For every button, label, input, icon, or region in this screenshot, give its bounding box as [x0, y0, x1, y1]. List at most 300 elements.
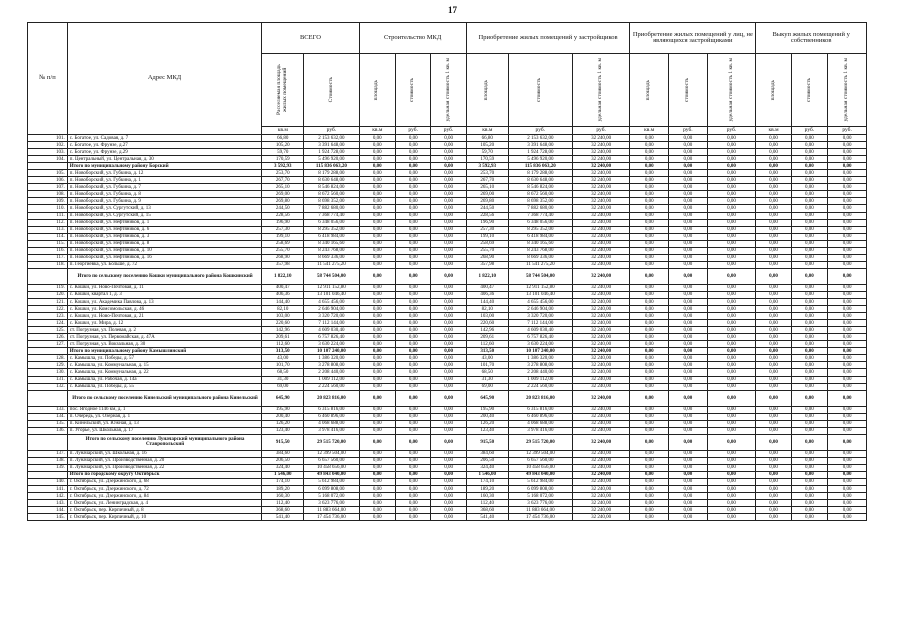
construction-cost: 0,00: [396, 226, 431, 233]
unit-header: кв.м: [359, 127, 395, 135]
sub-header: [431, 54, 466, 127]
developer-unit-cost: 32 240,00: [572, 464, 630, 471]
buyout-cost: 0,00: [791, 306, 827, 313]
nondeveloper-cost: 0,00: [669, 486, 708, 493]
row-area: 101,70: [262, 362, 304, 369]
buyout-area: 0,00: [756, 163, 791, 170]
buyout-unit-cost: 0,00: [828, 177, 867, 184]
nondeveloper-unit-cost: 0,00: [707, 177, 756, 184]
construction-cost: 0,00: [396, 334, 431, 341]
developer-area: 313,50: [466, 348, 508, 355]
group-header-nondeveloper-purchase: Приобретение жилых помещений у лиц, не являющихся застройщиками: [630, 23, 756, 54]
unit-header: руб.: [304, 127, 359, 135]
construction-cost: 0,00: [396, 464, 431, 471]
unit-header: руб.: [396, 127, 431, 135]
construction-cost: 0,00: [396, 198, 431, 205]
buyout-area: 0,00: [756, 383, 791, 390]
row-cost: 7 882 680,00: [304, 205, 359, 212]
construction-unit-cost: 0,00: [431, 383, 466, 390]
row-address: п. Новоборский, ул. Губкина, д. 12: [67, 170, 262, 177]
buyout-area: 0,00: [756, 413, 791, 420]
buyout-cost: 0,00: [791, 212, 827, 219]
row-number: 101.: [28, 135, 68, 142]
developer-area: 268,90: [466, 254, 508, 261]
nondeveloper-cost: 0,00: [669, 457, 708, 464]
buyout-area: 0,00: [756, 284, 791, 291]
construction-area: 0,00: [359, 261, 395, 268]
nondeveloper-unit-cost: 0,00: [707, 478, 756, 485]
developer-cost: 1 386 320,00: [508, 355, 572, 362]
construction-area: 0,00: [359, 478, 395, 485]
developer-cost: 10 107 240,00: [508, 348, 572, 355]
row-cost: 6 460 896,00: [304, 413, 359, 420]
construction-cost: 0,00: [396, 486, 431, 493]
construction-area: 0,00: [359, 219, 395, 226]
row-address: п. Луначарский, ул. Школьная, д. 16: [67, 450, 262, 457]
row-area: 174,10: [262, 478, 304, 485]
buyout-area: 0,00: [756, 500, 791, 507]
page-number: 17: [448, 5, 457, 15]
developer-unit-cost: 32 240,00: [572, 376, 630, 383]
row-area: 160,30: [262, 493, 304, 500]
table-row: [28, 284, 867, 291]
table-row: [28, 240, 867, 247]
row-cost: 8 672 560,00: [304, 191, 359, 198]
table-row: [28, 135, 867, 142]
nondeveloper-area: 0,00: [630, 291, 669, 298]
developer-area: 258,69: [466, 240, 508, 247]
developer-unit-cost: 32 240,00: [572, 247, 630, 254]
construction-cost: 0,00: [396, 413, 431, 420]
nondeveloper-area: 0,00: [630, 327, 669, 334]
nondeveloper-area: 0,00: [630, 184, 669, 191]
row-number: 121.: [28, 298, 68, 305]
table-row: [28, 261, 867, 268]
nondeveloper-unit-cost: 0,00: [707, 327, 756, 334]
developer-area: 384,60: [466, 450, 508, 457]
nondeveloper-unit-cost: 0,00: [707, 142, 756, 149]
nondeveloper-area: 0,00: [630, 233, 669, 240]
developer-unit-cost: 32 240,00: [572, 355, 630, 362]
buyout-unit-cost: 0,00: [828, 390, 867, 406]
construction-area: 0,00: [359, 268, 395, 284]
sub-header-text: стоимость: [536, 77, 543, 103]
row-area: 645,90: [262, 390, 304, 406]
row-number: 142.: [28, 493, 68, 500]
developer-area: 189,20: [466, 486, 508, 493]
row-address: п. Новоборский, ул. Сургутский, д. 13: [67, 205, 262, 212]
construction-unit-cost: 0,00: [431, 413, 466, 420]
construction-unit-cost: 0,00: [431, 427, 466, 434]
construction-cost: 0,00: [396, 390, 431, 406]
row-cost: 8 295 352,00: [304, 226, 359, 233]
row-cost: 2 208 440,00: [304, 369, 359, 376]
row-address: Итого по сельскому поселению Кинельский муниципального района Кинельский: [67, 390, 262, 406]
construction-unit-cost: 0,00: [431, 471, 466, 478]
developer-unit-cost: 32 240,00: [572, 135, 630, 142]
nondeveloper-cost: 0,00: [669, 142, 708, 149]
buyout-area: 0,00: [756, 362, 791, 369]
sub-header-text: площадь: [645, 79, 652, 101]
buyout-cost: 0,00: [791, 291, 827, 298]
row-area: 406,36: [262, 291, 304, 298]
nondeveloper-area: 0,00: [630, 369, 669, 376]
table-row: [28, 362, 867, 369]
row-area: 265,10: [262, 184, 304, 191]
nondeveloper-unit-cost: 0,00: [707, 507, 756, 514]
row-area: 220,60: [262, 320, 304, 327]
nondeveloper-unit-cost: 0,00: [707, 427, 756, 434]
buyout-unit-cost: 0,00: [828, 486, 867, 493]
nondeveloper-cost: 0,00: [669, 240, 708, 247]
buyout-area: 0,00: [756, 376, 791, 383]
developer-unit-cost: 32 240,00: [572, 369, 630, 376]
row-address: п. Новоборский, ул. Губкина, д. 7: [67, 184, 262, 191]
developer-cost: 4 655 456,00: [508, 298, 572, 305]
developer-area: 144,40: [466, 298, 508, 305]
nondeveloper-unit-cost: 0,00: [707, 320, 756, 327]
row-cost: 8 340 165,60: [304, 240, 359, 247]
developer-unit-cost: 32 240,00: [572, 334, 630, 341]
buyout-unit-cost: 0,00: [828, 471, 867, 478]
nondeveloper-cost: 0,00: [669, 362, 708, 369]
row-area: 199,10: [262, 233, 304, 240]
nondeveloper-unit-cost: 0,00: [707, 355, 756, 362]
construction-cost: 0,00: [396, 514, 431, 521]
nondeveloper-unit-cost: 0,00: [707, 156, 756, 163]
buyout-cost: 0,00: [791, 514, 827, 521]
nondeveloper-cost: 0,00: [669, 306, 708, 313]
row-area: 189,20: [262, 486, 304, 493]
row-cost: 4 609 030,40: [304, 327, 359, 334]
developer-cost: 1 924 728,00: [508, 149, 572, 156]
developer-cost: 20 823 816,00: [508, 390, 572, 406]
row-area: 313,50: [262, 348, 304, 355]
row-cost: 5 496 920,00: [304, 156, 359, 163]
construction-area: 0,00: [359, 406, 395, 413]
row-area: 267,70: [262, 177, 304, 184]
construction-area: 0,00: [359, 369, 395, 376]
construction-cost: 0,00: [396, 369, 431, 376]
nondeveloper-area: 0,00: [630, 413, 669, 420]
developer-area: 541,40: [466, 514, 508, 521]
buyout-unit-cost: 0,00: [828, 334, 867, 341]
nondeveloper-cost: 0,00: [669, 355, 708, 362]
row-area: 195,90: [262, 406, 304, 413]
nondeveloper-unit-cost: 0,00: [707, 254, 756, 261]
table-row: [28, 420, 867, 427]
developer-cost: 8 698 352,00: [508, 198, 572, 205]
developer-area: 206,50: [466, 457, 508, 464]
buyout-area: 0,00: [756, 341, 791, 348]
row-area: 206,50: [262, 457, 304, 464]
developer-area: 174,10: [466, 478, 508, 485]
nondeveloper-unit-cost: 0,00: [707, 226, 756, 233]
table-row: [28, 205, 867, 212]
construction-cost: 0,00: [396, 240, 431, 247]
buyout-area: 0,00: [756, 306, 791, 313]
construction-area: 0,00: [359, 149, 395, 156]
construction-cost: 0,00: [396, 427, 431, 434]
developer-unit-cost: 32 240,00: [572, 205, 630, 212]
table-row: [28, 369, 867, 376]
row-area: 123,40: [262, 427, 304, 434]
table-row: [28, 254, 867, 261]
nondeveloper-cost: 0,00: [669, 320, 708, 327]
subtotal-row: [28, 471, 867, 478]
construction-area: 0,00: [359, 362, 395, 369]
construction-area: 0,00: [359, 507, 395, 514]
buyout-unit-cost: 0,00: [828, 420, 867, 427]
row-number: 144.: [28, 507, 68, 514]
buyout-unit-cost: 0,00: [828, 226, 867, 233]
nondeveloper-cost: 0,00: [669, 198, 708, 205]
row-area: 357,98: [262, 261, 304, 268]
sub-header: [630, 54, 669, 127]
row-cost: 12 911 152,80: [304, 284, 359, 291]
nondeveloper-unit-cost: 0,00: [707, 233, 756, 240]
nondeveloper-area: 0,00: [630, 427, 669, 434]
unit-header: руб.: [508, 127, 572, 135]
developer-cost: 6 460 896,00: [508, 413, 572, 420]
developer-unit-cost: 32 240,00: [572, 149, 630, 156]
developer-cost: 8 179 288,00: [508, 170, 572, 177]
row-area: 269,00: [262, 191, 304, 198]
row-number: 119.: [28, 284, 68, 291]
construction-cost: 0,00: [396, 434, 431, 450]
developer-unit-cost: 32 240,00: [572, 420, 630, 427]
row-area: 915,50: [262, 434, 304, 450]
developer-cost: 3 630 224,00: [508, 341, 572, 348]
construction-area: 0,00: [359, 427, 395, 434]
construction-area: 0,00: [359, 457, 395, 464]
row-address: п. Георгиевка, ул. Больше, д. 72: [67, 261, 262, 268]
nondeveloper-cost: 0,00: [669, 413, 708, 420]
construction-area: 0,00: [359, 205, 395, 212]
construction-area: 0,00: [359, 177, 395, 184]
buyout-unit-cost: 0,00: [828, 191, 867, 198]
nondeveloper-cost: 0,00: [669, 493, 708, 500]
row-cost: 3 978 416,00: [304, 427, 359, 434]
buyout-area: 0,00: [756, 327, 791, 334]
row-address: г. Октябрьск, пер. Кирпичный, д. 10: [67, 514, 262, 521]
sub-header: [396, 54, 431, 127]
sub-header-text: стоимость: [805, 77, 812, 103]
row-cost: 8 546 824,00: [304, 184, 359, 191]
construction-cost: 0,00: [396, 254, 431, 261]
developer-area: 228,56: [466, 212, 508, 219]
developer-unit-cost: 32 240,00: [572, 268, 630, 284]
construction-unit-cost: 0,00: [431, 500, 466, 507]
resettlement-table: [27, 22, 867, 521]
row-number: 124.: [28, 320, 68, 327]
developer-cost: 6 348 056,00: [508, 219, 572, 226]
buyout-cost: 0,00: [791, 327, 827, 334]
developer-unit-cost: 32 240,00: [572, 471, 630, 478]
row-address: с. Кошки, ул. Ново-Почтовая, д. 11: [67, 284, 262, 291]
developer-area: 269,00: [466, 191, 508, 198]
sub-header: [572, 54, 630, 127]
row-number: 120.: [28, 291, 68, 298]
sub-header-text: площадь: [373, 79, 380, 101]
nondeveloper-cost: 0,00: [669, 170, 708, 177]
developer-unit-cost: 32 240,00: [572, 156, 630, 163]
construction-cost: 0,00: [396, 327, 431, 334]
table-row: [28, 493, 867, 500]
buyout-area: 0,00: [756, 464, 791, 471]
nondeveloper-area: 0,00: [630, 334, 669, 341]
construction-cost: 0,00: [396, 362, 431, 369]
construction-area: 0,00: [359, 327, 395, 334]
buyout-area: 0,00: [756, 177, 791, 184]
buyout-area: 0,00: [756, 205, 791, 212]
construction-unit-cost: 0,00: [431, 486, 466, 493]
construction-cost: 0,00: [396, 142, 431, 149]
nondeveloper-area: 0,00: [630, 247, 669, 254]
row-area: 66,80: [262, 135, 304, 142]
construction-area: 0,00: [359, 471, 395, 478]
row-area: 196,90: [262, 219, 304, 226]
row-address: ст. Погрузная, ул. Первомайская, д. 47А: [67, 334, 262, 341]
developer-cost: 3 978 416,00: [508, 427, 572, 434]
buyout-cost: 0,00: [791, 298, 827, 305]
developer-area: 368,60: [466, 507, 508, 514]
row-number: 104.: [28, 156, 68, 163]
buyout-unit-cost: 0,00: [828, 205, 867, 212]
row-number: [28, 268, 68, 284]
row-cost: 4 655 456,00: [304, 298, 359, 305]
construction-area: 0,00: [359, 298, 395, 305]
construction-cost: 0,00: [396, 493, 431, 500]
nondeveloper-area: 0,00: [630, 341, 669, 348]
buyout-unit-cost: 0,00: [828, 413, 867, 420]
construction-unit-cost: 0,00: [431, 298, 466, 305]
row-cost: 17 454 736,00: [304, 514, 359, 521]
nondeveloper-unit-cost: 0,00: [707, 268, 756, 284]
table-row: [28, 306, 867, 313]
sub-header: [756, 54, 791, 127]
developer-unit-cost: 32 240,00: [572, 413, 630, 420]
construction-cost: 0,00: [396, 306, 431, 313]
construction-area: 0,00: [359, 313, 395, 320]
nondeveloper-cost: 0,00: [669, 500, 708, 507]
buyout-area: 0,00: [756, 254, 791, 261]
nondeveloper-area: 0,00: [630, 376, 669, 383]
developer-area: 126,20: [466, 420, 508, 427]
row-area: 228,56: [262, 212, 304, 219]
table-row: [28, 219, 867, 226]
developer-cost: 8 340 165,60: [508, 240, 572, 247]
buyout-cost: 0,00: [791, 493, 827, 500]
unit-header: кв.м: [756, 127, 791, 135]
row-number: [28, 348, 68, 355]
construction-cost: 0,00: [396, 170, 431, 177]
nondeveloper-area: 0,00: [630, 135, 669, 142]
buyout-cost: 0,00: [791, 341, 827, 348]
row-number: 140.: [28, 478, 68, 485]
row-area: 400,47: [262, 284, 304, 291]
nondeveloper-area: 0,00: [630, 142, 669, 149]
developer-cost: 8 295 352,00: [508, 226, 572, 233]
nondeveloper-area: 0,00: [630, 383, 669, 390]
row-address: Итого по сельскому поселению Луначарский муниципального района Ставропольский: [67, 434, 262, 450]
table-row: [28, 198, 867, 205]
buyout-unit-cost: 0,00: [828, 507, 867, 514]
row-cost: 10 107 240,00: [304, 348, 359, 355]
construction-unit-cost: 0,00: [431, 284, 466, 291]
row-cost: 20 823 816,00: [304, 390, 359, 406]
row-number: [28, 390, 68, 406]
construction-cost: 0,00: [396, 457, 431, 464]
table-row: [28, 500, 867, 507]
developer-cost: 6 757 826,40: [508, 334, 572, 341]
row-cost: 49 843 040,00: [304, 471, 359, 478]
nondeveloper-area: 0,00: [630, 493, 669, 500]
row-area: 1 822,10: [262, 268, 304, 284]
nondeveloper-unit-cost: 0,00: [707, 457, 756, 464]
buyout-unit-cost: 0,00: [828, 464, 867, 471]
nondeveloper-unit-cost: 0,00: [707, 486, 756, 493]
buyout-cost: 0,00: [791, 135, 827, 142]
row-cost: 6 099 808,00: [304, 486, 359, 493]
row-address: п. Новоборский, ул. Нефтяников, д. 3: [67, 233, 262, 240]
developer-area: 82,10: [466, 306, 508, 313]
buyout-cost: 0,00: [791, 355, 827, 362]
table-row: [28, 142, 867, 149]
developer-area: 68,50: [466, 369, 508, 376]
nondeveloper-cost: 0,00: [669, 427, 708, 434]
row-area: 268,90: [262, 254, 304, 261]
construction-cost: 0,00: [396, 219, 431, 226]
buyout-area: 0,00: [756, 478, 791, 485]
buyout-cost: 0,00: [791, 268, 827, 284]
developer-cost: 8 672 560,00: [508, 191, 572, 198]
developer-cost: 7 112 144,00: [508, 320, 572, 327]
row-number: 116.: [28, 247, 68, 254]
construction-area: 0,00: [359, 191, 395, 198]
nondeveloper-area: 0,00: [630, 191, 669, 198]
nondeveloper-unit-cost: 0,00: [707, 240, 756, 247]
nondeveloper-area: 0,00: [630, 457, 669, 464]
buyout-cost: 0,00: [791, 163, 827, 170]
construction-unit-cost: 0,00: [431, 149, 466, 156]
construction-unit-cost: 0,00: [431, 341, 466, 348]
construction-unit-cost: 0,00: [431, 348, 466, 355]
buyout-cost: 0,00: [791, 233, 827, 240]
construction-unit-cost: 0,00: [431, 376, 466, 383]
developer-cost: 10 458 656,00: [508, 464, 572, 471]
buyout-unit-cost: 0,00: [828, 313, 867, 320]
developer-cost: 11 541 275,20: [508, 261, 572, 268]
developer-cost: 3 391 648,00: [508, 142, 572, 149]
construction-unit-cost: 0,00: [431, 205, 466, 212]
developer-area: 269,80: [466, 198, 508, 205]
nondeveloper-area: 0,00: [630, 471, 669, 478]
developer-cost: 58 744 504,00: [508, 268, 572, 284]
construction-unit-cost: 0,00: [431, 306, 466, 313]
buyout-unit-cost: 0,00: [828, 156, 867, 163]
buyout-cost: 0,00: [791, 198, 827, 205]
row-cost: 2 646 904,00: [304, 306, 359, 313]
row-number: [28, 471, 68, 478]
nondeveloper-unit-cost: 0,00: [707, 434, 756, 450]
developer-area: 103,00: [466, 313, 508, 320]
construction-area: 0,00: [359, 163, 395, 170]
row-number: 128.: [28, 355, 68, 362]
construction-area: 0,00: [359, 156, 395, 163]
nondeveloper-area: 0,00: [630, 464, 669, 471]
nondeveloper-cost: 0,00: [669, 149, 708, 156]
